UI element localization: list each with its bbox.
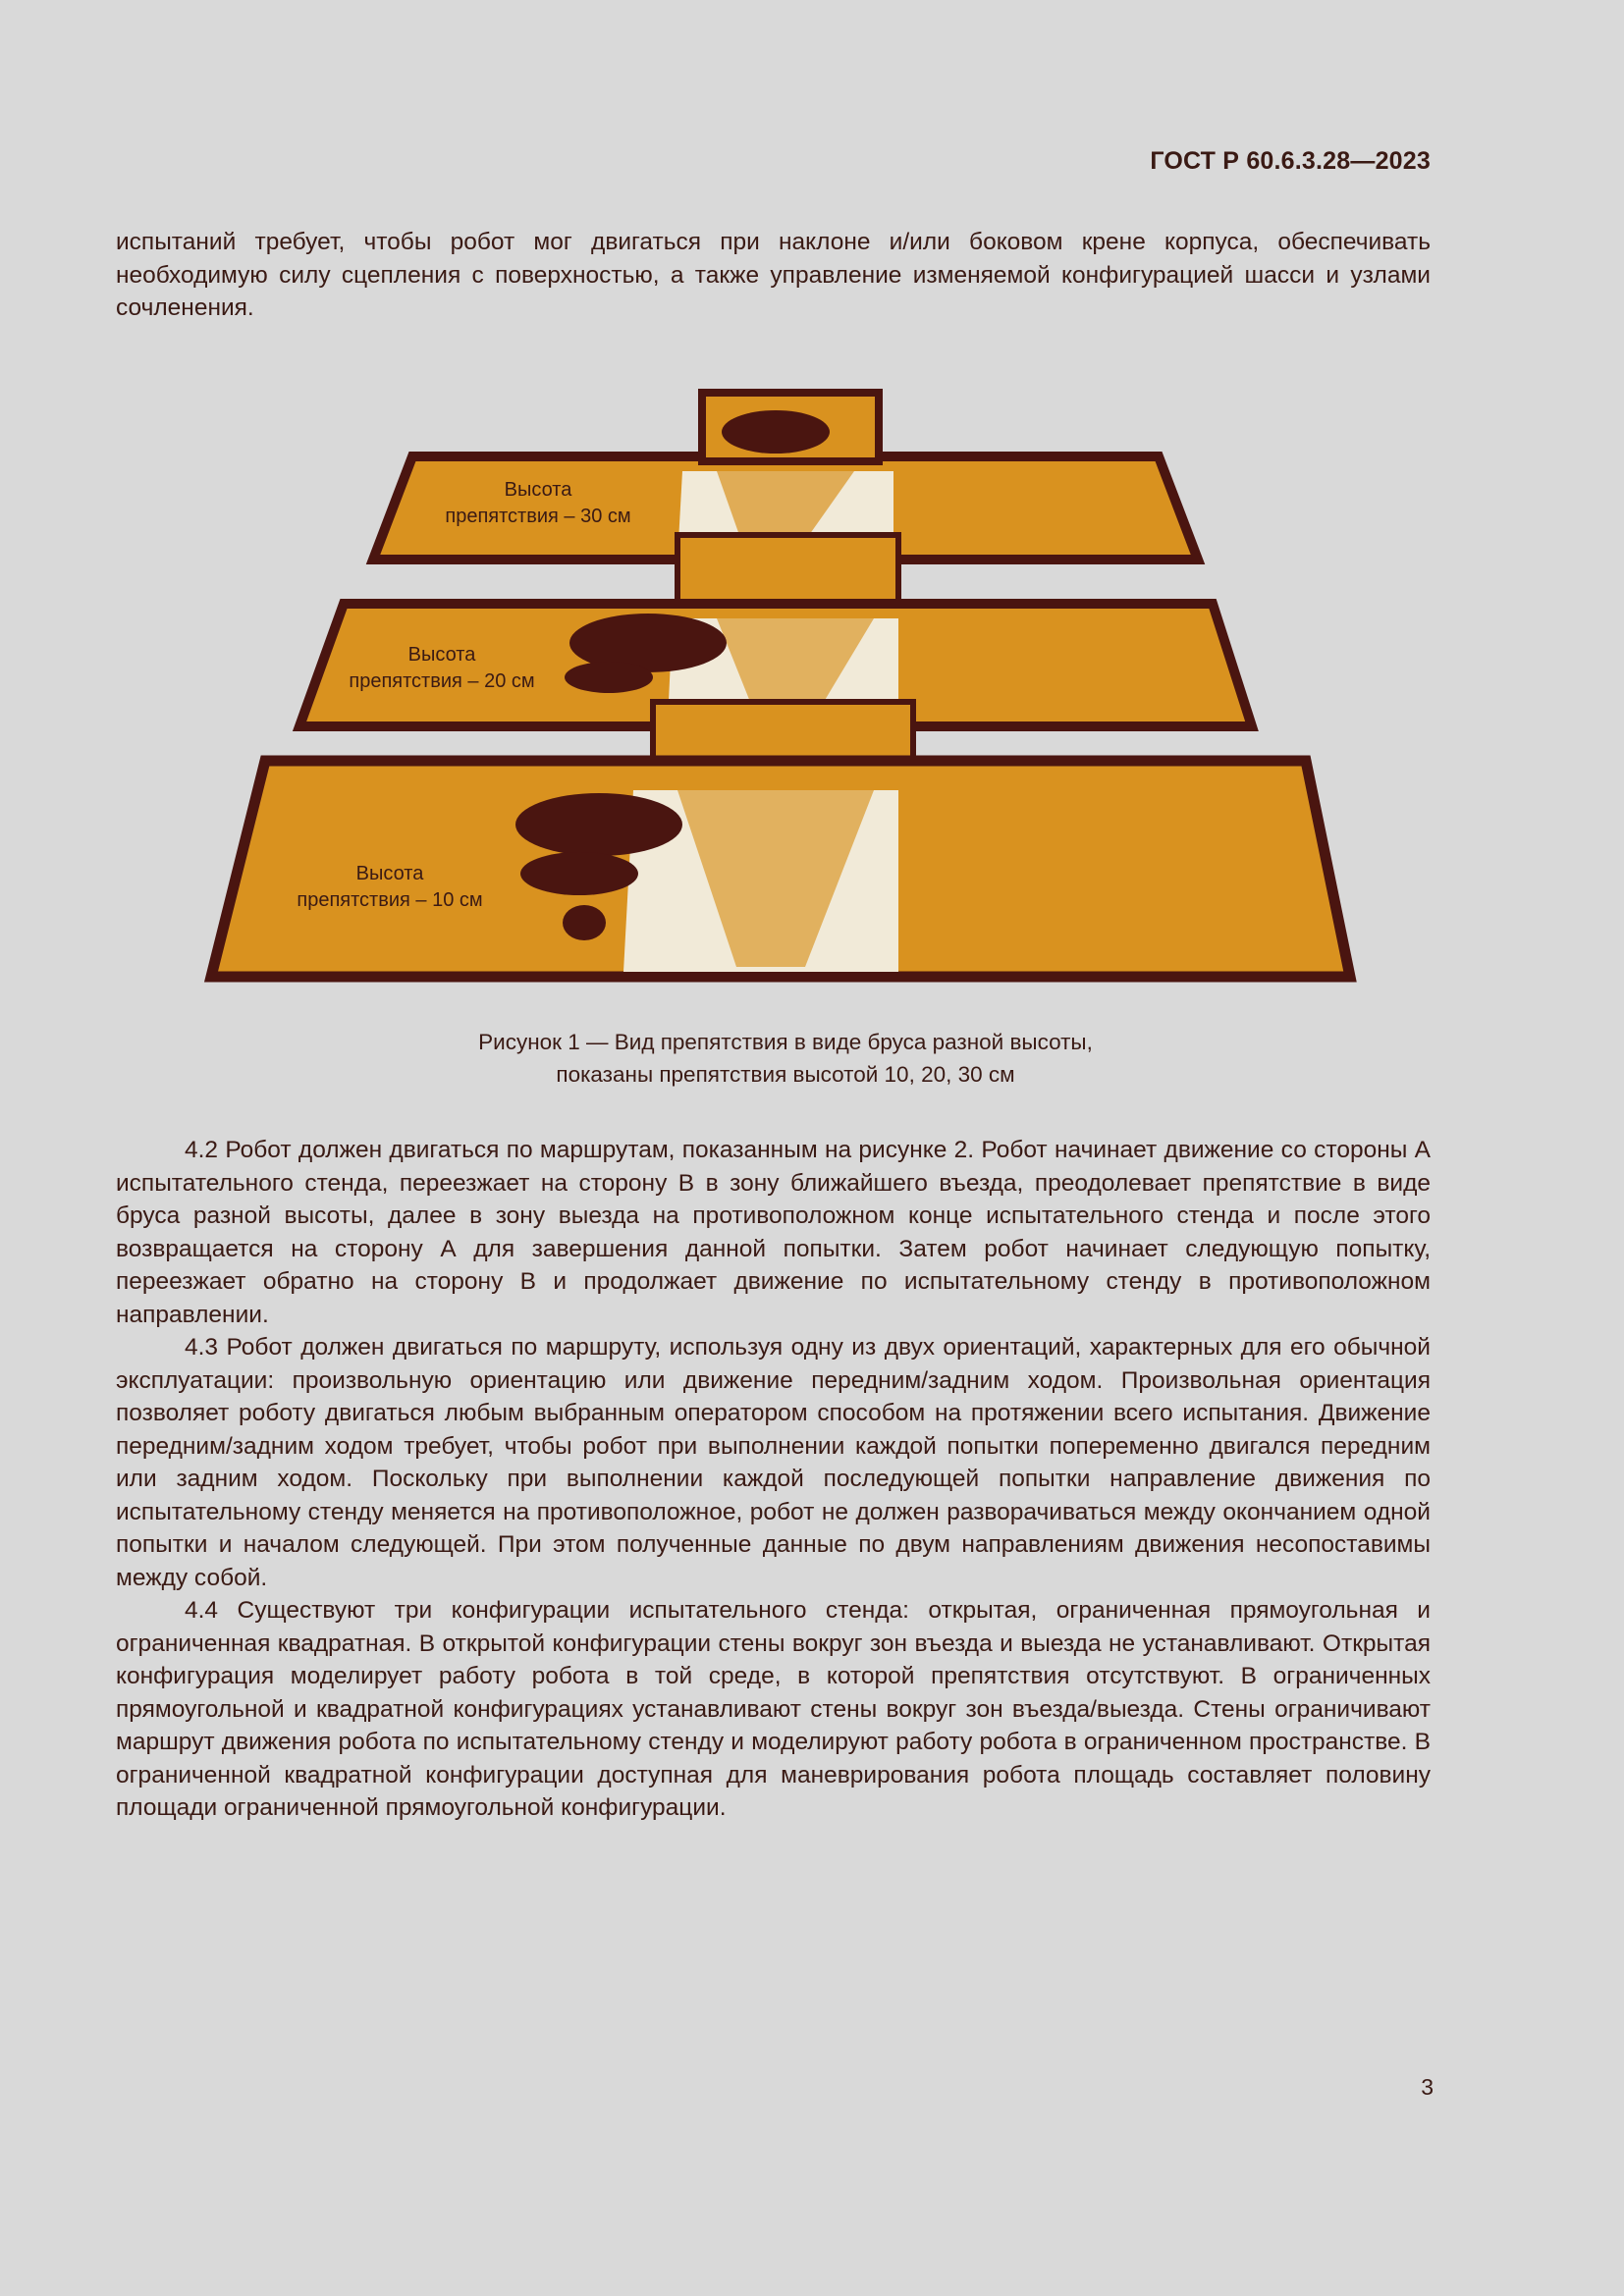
paragraph-4-2: 4.2 Робот должен двигаться по маршрутам, показанным на рисунке 2. Робот начинает движение со стороны А испытательного стенда, переезжает на сторону В в зону ближайшего въезда, преодолевает препятствие в виде бруса разной высоты, далее в зону выезда на противоположном конце испытательного стенда и после этого возвращается на сторону А для завершения данной попытки. Затем робот начинает следующую попытку, переезжает обратно на сторону В и продолжает движение по испытательному стенду в противоположном направлении. — [116, 1137, 1431, 1328]
caption-line1: Рисунок 1 — Вид препятствия в виде бруса разной высоты, — [478, 1030, 1093, 1054]
figure-obstacles — [167, 378, 1384, 996]
paragraph-4-3: 4.3 Робот должен двигаться по маршруту, используя одну из двух ориентаций, характерных для его обычной эксплуатации: произвольную ориентацию или движение передним/задним ходом. Произвольная ориентация позволяет роботу двигаться любым выбранным оператором способом на протяжении всего испытания. Движение передним/задним ходом требует, чтобы робот при выполнении каждой попытки попеременно двигался передним или задним ходом. Поскольку при выполнении каждой последующей попытки направление движения по испытательному стенду меняется на противоположное, робот не должен разворачиваться между окончанием одной попытки и началом следующей. При этом полученные данные по двум направлениям движения несопоставимы между собой. — [116, 1334, 1431, 1591]
body-text — [116, 1134, 1431, 1825]
page-number: 3 — [1421, 2074, 1434, 2100]
figure-caption — [295, 1026, 1276, 1091]
label-30cm-line2: препятствия – 30 см — [445, 506, 631, 527]
label-30cm-line1: Высота — [504, 479, 572, 501]
obstacle-photo — [167, 378, 1384, 996]
caption-line2: показаны препятствия высотой 10, 20, 30 см — [556, 1062, 1015, 1087]
paragraph-4-4: 4.4 Существуют три конфигурации испытательного стенда: открытая, ограниченная прямоугольная и ограниченная квадратная. В открытой конфигурации стены вокруг зон въезда и выезда не устанавливают. Открытая конфигурация моделирует работу робота в той среде, в которой препятствия отсутствуют. В ограниченных прямоугольной и квадратной конфигурациях устанавливают стены вокруг зон въезда/выезда. Стены ограничивают маршрут движения робота по испытательному стенду и моделируют работу робота в ограниченном пространстве. В ограниченной квадратной конфигурации доступная для маневрирования робота площадь составляет половину площади ограниченной прямоугольной конфигурации. — [116, 1597, 1431, 1821]
label-20cm-line2: препятствия – 20 см — [349, 670, 535, 692]
intro-text: испытаний требует, чтобы робот мог двигаться при наклоне и/или боковом крене корпуса, обеспечивать необходимую силу сцепления с поверхностью, а также управление изменяемой конфигурацией шасси и узлами сочленения. — [116, 229, 1431, 321]
label-20cm-line1: Высота — [407, 644, 476, 666]
label-10cm-line1: Высота — [355, 863, 424, 884]
document-code: ГОСТ Р 60.6.3.28—2023 — [1150, 147, 1431, 175]
intro-paragraph — [116, 226, 1431, 325]
label-10cm-line2: препятствия – 10 см — [297, 889, 483, 911]
